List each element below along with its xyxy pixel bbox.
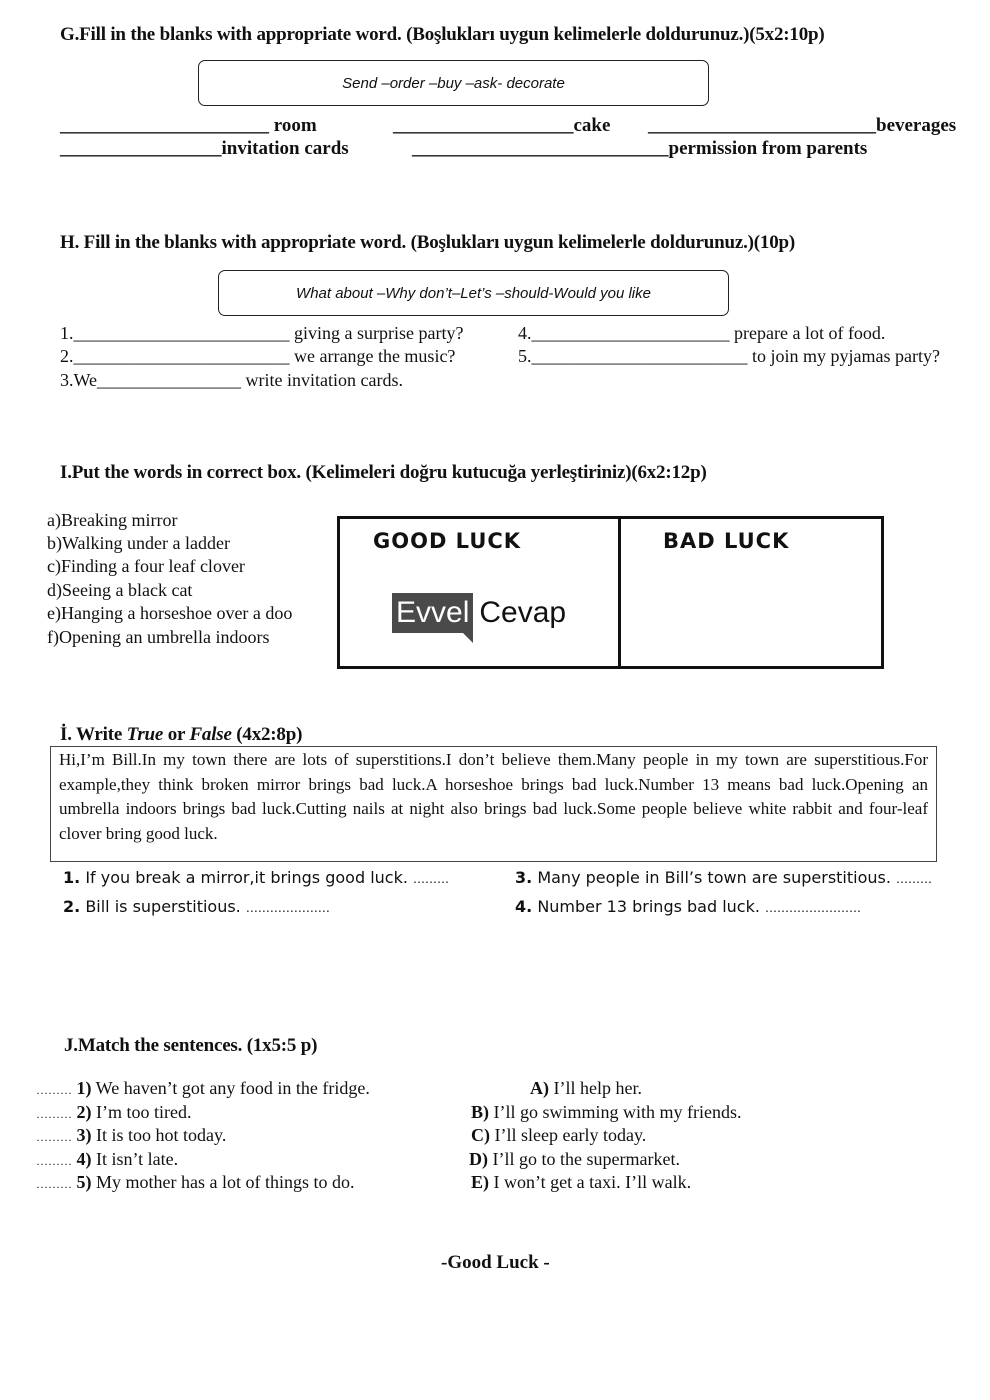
blank-line[interactable]: ________________________ [648, 115, 876, 136]
blank-line[interactable]: _________________ [60, 138, 222, 159]
blank-line[interactable]: ________________________ [73, 346, 290, 366]
word-item-d[interactable]: d)Seeing a black cat [47, 580, 193, 600]
footer-good-luck: -Good Luck - [441, 1252, 550, 1273]
section-h-item-3: 3.We________________ write invitation cards. [60, 370, 404, 390]
blank-line[interactable]: ______________________ [60, 115, 269, 136]
luck-sorting-table [337, 516, 884, 669]
match-left-4: ……… 4) It isn’t late. [36, 1149, 179, 1169]
answer-blank[interactable]: …………………… [765, 901, 862, 915]
good-luck-box[interactable] [340, 519, 621, 666]
watermark-logo-text: Cevap [479, 596, 567, 629]
reading-passage: Hi,I’m Bill.In my town there are lots of superstitions.I don’t believe them.Many people in my town are superstitious.For example,they think broken mirror brings bad luck.A horseshoe brings bad luck.Number 13 means bad luck.Opening an umbrella indoors brings bad luck.Cutting nails at night also brings bad luck.Some people believe white rabbit and four-leaf clover bring good luck. [50, 746, 937, 862]
match-answer-blank[interactable]: ……… [36, 1107, 72, 1121]
match-answer-blank[interactable]: ……… [36, 1130, 72, 1144]
match-left-5: ……… 5) My mother has a lot of things to do. [36, 1172, 355, 1192]
section-h-item-4: 4.______________________ prepare a lot of food. [518, 323, 886, 343]
section-g-item-invitation: _________________invitation cards [60, 138, 349, 159]
match-right-a: A) I’ll help her. [530, 1078, 642, 1098]
match-left-2: ……… 2) I’m too tired. [36, 1102, 192, 1122]
section-g-item-beverages: ________________________beverages [648, 115, 957, 136]
word-item-c[interactable]: c)Finding a four leaf clover [47, 556, 245, 576]
match-answer-blank[interactable]: ……… [36, 1177, 72, 1191]
word-item-b[interactable]: b)Walking under a ladder [47, 533, 230, 553]
section-g-item-cake: ___________________cake [393, 115, 611, 136]
match-left-1: ……… 1) We haven’t got any food in the fridge. [36, 1078, 370, 1098]
answer-blank[interactable]: ……… [896, 872, 933, 886]
answer-blank[interactable]: ………………… [245, 901, 330, 915]
blank-line[interactable]: ___________________ [393, 115, 574, 136]
blank-line[interactable]: ________________ [97, 370, 242, 390]
match-right-d: D) I’ll go to the supermarket. [469, 1149, 680, 1169]
word-item-e[interactable]: e)Hanging a horseshoe over a doo [47, 603, 293, 623]
word-item-f[interactable]: f)Opening an umbrella indoors [47, 627, 270, 647]
match-right-e: E) I won’t get a taxi. I’ll walk. [471, 1172, 692, 1192]
evvelcevap-watermark [392, 593, 566, 633]
bad-luck-header: BAD LUCK [663, 529, 790, 553]
section-h-item-1: 1.________________________ giving a surprise party? [60, 323, 464, 343]
tf-statement-3: 3. Many people in Bill’s town are superstitious. ……… [515, 868, 933, 887]
watermark-logo-box: Evvel [392, 593, 473, 633]
section-j-title: J.Match the sentences. (1x5:5 p) [64, 1035, 318, 1056]
section-h-item-5: 5.________________________ to join my pyjamas party? [518, 346, 940, 366]
match-right-b: B) I’ll go swimming with my friends. [471, 1102, 742, 1122]
match-answer-blank[interactable]: ……… [36, 1083, 72, 1097]
word-item-a[interactable]: a)Breaking mirror [47, 510, 178, 530]
tf-statement-4: 4. Number 13 brings bad luck. …………………… [515, 897, 862, 916]
tf-statement-2: 2. Bill is superstitious. ………………… [63, 897, 330, 916]
section-h-word-box: What about –Why don’t–Let’s –should-Would you like [218, 270, 729, 316]
section-g-item-permission: ___________________________permission from parents [412, 138, 868, 159]
blank-line[interactable]: ___________________________ [412, 138, 669, 159]
match-answer-blank[interactable]: ……… [36, 1154, 72, 1168]
section-g-title: G.Fill in the blanks with appropriate word. (Boşlukları uygun kelimelerle doldurunuz.)(5x2:10p) [60, 24, 825, 45]
section-i-title: I.Put the words in correct box. (Kelimeleri doğru kutucuğa yerleştiriniz)(6x2:12p) [60, 462, 707, 483]
good-luck-header: GOOD LUCK [373, 529, 522, 553]
section-h-title: H. Fill in the blanks with appropriate word. (Boşlukları uygun kelimelerle doldurunuz.)(10p) [60, 232, 796, 253]
section-g-item-room: ______________________ room [60, 115, 317, 136]
answer-blank[interactable]: ……… [413, 872, 450, 886]
section-g-word-box: Send –order –buy –ask- decorate [198, 60, 709, 106]
bad-luck-box[interactable] [621, 519, 881, 666]
blank-line[interactable]: ______________________ [531, 323, 730, 343]
blank-line[interactable]: ________________________ [531, 346, 748, 366]
section-h-item-2: 2.________________________ we arrange the music? [60, 346, 456, 366]
section-true-false-title: İ. Write True or False (4x2:8p) [60, 724, 303, 745]
tf-statement-1: 1. If you break a mirror,it brings good luck. ……… [63, 868, 450, 887]
match-right-c: C) I’ll sleep early today. [471, 1125, 647, 1145]
blank-line[interactable]: ________________________ [73, 323, 290, 343]
match-left-3: ……… 3) It is too hot today. [36, 1125, 227, 1145]
